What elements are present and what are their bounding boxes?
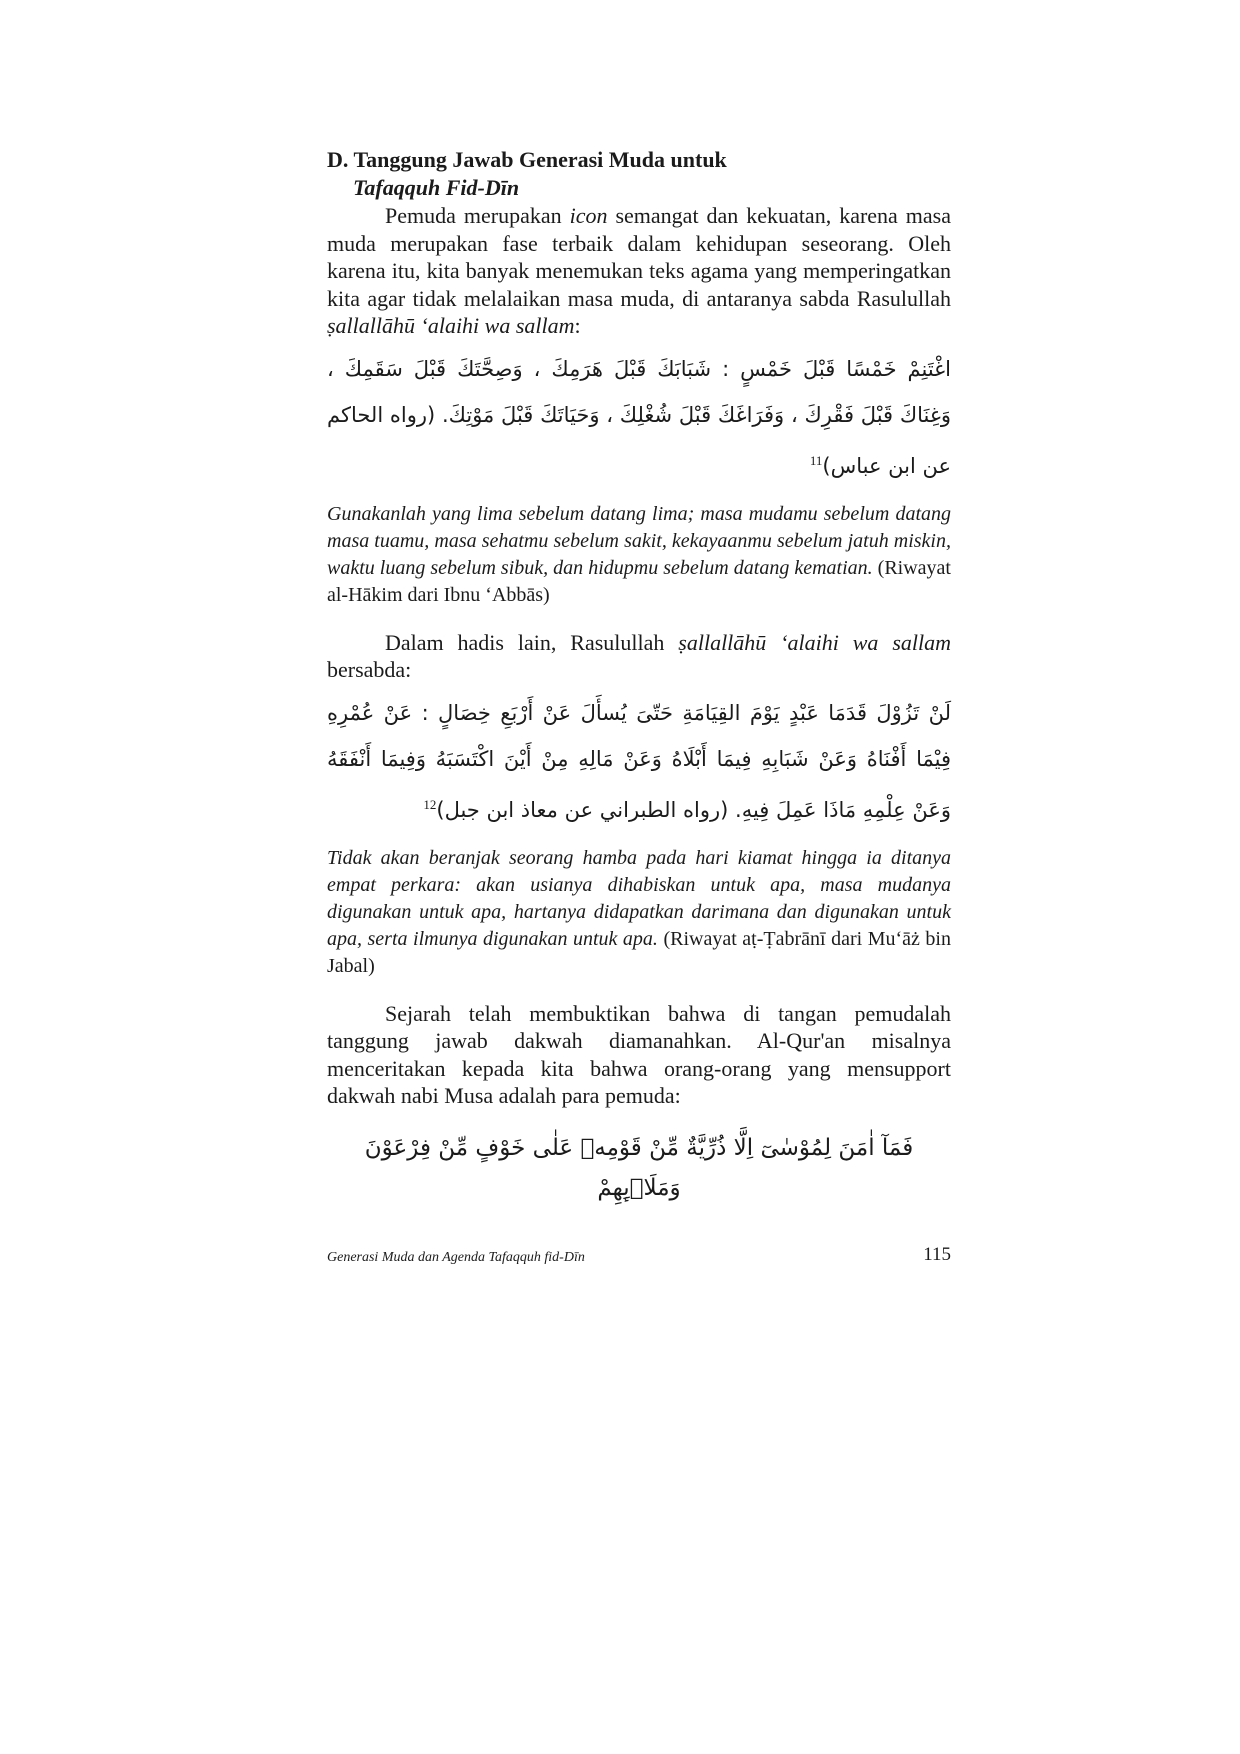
transition-honorific: ṣallallāhū ‘alaihi wa sallam (678, 629, 952, 655)
page-footer (327, 1244, 951, 1266)
hadith-1-source: (Riwayat al-Hākim dari Ibnu ‘Abbās) (327, 556, 951, 606)
footnote-ref-11: 11 (809, 452, 823, 468)
transition-paragraph (327, 629, 951, 684)
hadith-1-translation-text: Gunakanlah yang lima sebelum datang lima; masa mudamu sebelum datang masa tuamu, masa sehatmu sebelum sakit, kekayaanmu sebelum jatuh miskin, waktu luang sebelum sibuk, dan hidupmu sebelum datang kematian. (327, 502, 951, 579)
section-heading-line1: D. Tanggung Jawab Generasi Muda untuk (327, 147, 727, 172)
hadith-1-translation (327, 501, 951, 609)
intro-honorific: ṣallallāhū ‘alaihi wa sallam (327, 313, 575, 338)
hadith-1-arabic-text: اغْتَنِمْ خَمْسًا قَبْلَ خَمْسٍ : شَبَابَكَ قَبْلَ هَرَمِكَ ، وَصِحَّتَكَ قَبْلَ سَقَمِكَ ، وَغِنَاكَ قَبْلَ فَقْرِكَ ، وَفَرَاغَكَ قَبْلَ شُغْلِكَ ، وَحَيَاتَكَ قَبْلَ مَوْتِكَ. (رواه الحاكم عن ابن عباس) (327, 356, 951, 478)
hadith-2-translation (327, 845, 951, 980)
transition-text-1: Dalam hadis lain, Rasulullah (385, 629, 679, 655)
quran-verse: فَمَآ اٰمَنَ لِمُوْسٰىٓ اِلَّا ذُرِّيَّةٌ مِّنْ قَوْمِهٖ عَلٰى خَوْفٍ مِّنْ فِرْعَوْنَ وَمَلَا۟ىِٕهِمْ (364, 1134, 914, 1201)
intro-text-2: semangat dan kekuatan, karena masa muda merupakan fase terbaik dalam kehidupan seseorang. Oleh karena itu, kita banyak menemukan teks agama yang memperingatkan kita agar tidak melalaikan masa muda, di antaranya sabda Rasulullah (327, 203, 952, 311)
intro-text-1: Pemuda merupakan (385, 203, 570, 228)
hadith-2-arabic-text: لَنْ تَزُوْلَ قَدَمَا عَبْدٍ يَوْمَ القِيَامَةِ حَتّىَ يُسأَلَ عَنْ أَرْبَعِ خِصَالٍ : عَنْ عُمْرِهِ فِيْمَا أَفْنَاهُ وَعَنْ شَبَابِهِ فِيمَا أَبْلَاهُ وَعَنْ مَالِهِ مِنْ أَيْنَ اكْتَسَبَهُ وَفِيمَا أَنْفَقَهُ وَعَنْ عِلْمِهِ مَاذَا عَمِلَ فِيهِ. (رواه الطبراني عن معاذ ابن جبل) (327, 700, 951, 822)
intro-paragraph (327, 202, 951, 340)
running-title: Generasi Muda dan Agenda Tafaqquh fid-Dīn (327, 1250, 585, 1265)
section-heading (327, 146, 951, 202)
history-paragraph: Sejarah telah membuktikan bahwa di tangan pemudalah tanggung jawab dakwah diamanahkan. Al-Qur'an misalnya menceritakan kepada kita bahwa orang-orang yang mensupport dakwah nabi Musa adalah para pemuda: (327, 1000, 951, 1108)
hadith-2-source: (Riwayat aṭ-Ṭabrānī dari Mu‘āż bin Jabal) (327, 927, 951, 977)
section-heading-line2: Tafaqquh Fid-Dīn (353, 175, 520, 200)
intro-text-3: : (574, 313, 581, 338)
transition-text-2: bersabda: (327, 657, 412, 682)
page-content (327, 146, 951, 1208)
footnote-ref-12: 12 (423, 796, 437, 812)
intro-emphasis-icon: icon (569, 203, 608, 228)
hadith-1-arabic (327, 346, 951, 489)
hadith-2-translation-text: Tidak akan beranjak seorang hamba pada hari kiamat hingga ia ditanya empat perkara: akan usianya dihabiskan untuk apa, masa mudanya digunakan untuk apa, hartanya didapatkan darimana dan digunakan untuk apa, serta ilmunya digunakan untuk apa. (327, 846, 951, 950)
page-number: 115 (923, 1244, 951, 1265)
hadith-2-arabic (327, 690, 951, 833)
